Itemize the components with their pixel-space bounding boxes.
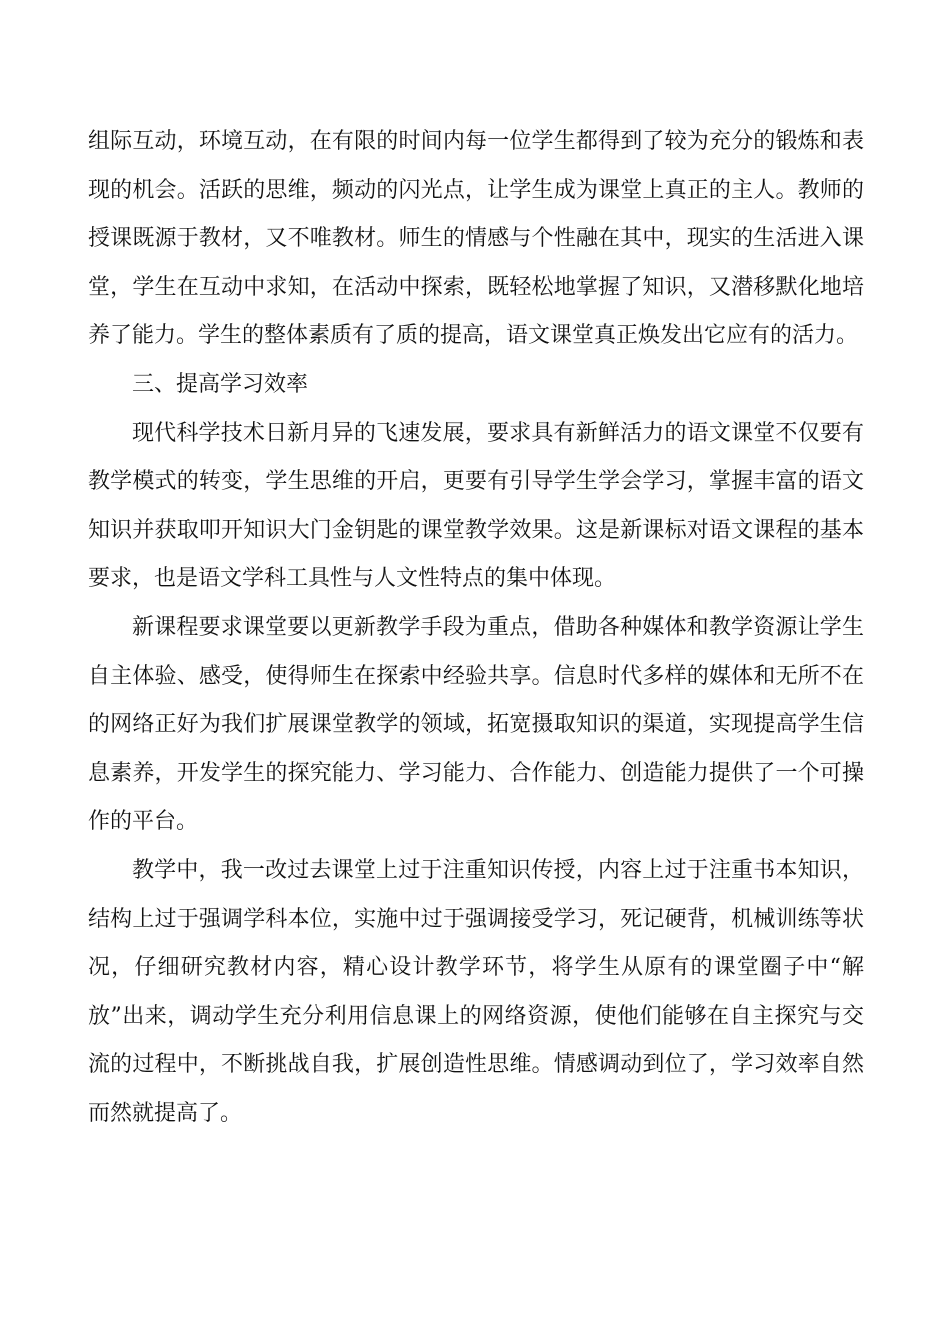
paragraph: 现代科学技术日新月异的飞速发展，要求具有新鲜活力的语文课堂不仅要有教学模式的转变，学生思维的开启，更要有引导学生学会学习，掌握丰富的语文知识并获取叩开知识大门金钥匙的课堂教学效果。这是新课标对语文课程的基本要求，也是语文学科工具性与人文性特点的集中体现。 [88, 420, 864, 592]
document-body [88, 118, 864, 1138]
paragraph: 新课程要求课堂要以更新教学手段为重点，借助各种媒体和教学资源让学生自主体验、感受，使得师生在探索中经验共享。信息时代多样的媒体和无所不在的网络正好为我们扩展课堂教学的领域，拓宽摄取知识的渠道，实现提高学生信息素养，开发学生的探究能力、学习能力、合作能力、创造能力提供了一个可操作的平台。 [88, 614, 864, 835]
paragraph: 教学中，我一改过去课堂上过于注重知识传授，内容上过于注重书本知识，结构上过于强调学科本位，实施中过于强调接受学习，死记硬背，机械训练等状况，仔细研究教材内容，精心设计教学环节，将学生从原有的课堂圈子中“解放”出来，调动学生充分利用信息课上的网络资源，使他们能够在自主探究与交流的过程中，不断挑战自我，扩展创造性思维。情感调动到位了，学习效率自然而然就提高了。 [88, 857, 864, 1126]
paragraph-continuation: 组际互动，环境互动，在有限的时间内每一位学生都得到了较为充分的锻炼和表现的机会。活跃的思维，频动的闪光点，让学生成为课堂上真正的主人。教师的授课既源于教材，又不唯教材。师生的情感与个性融在其中，现实的生活进入课堂，学生在互动中求知，在活动中探索，既轻松地掌握了知识，又潜移默化地培养了能力。学生的整体素质有了质的提高，语文课堂真正焕发出它应有的活力。 [88, 129, 864, 349]
section-heading: 三、提高学习效率 [132, 371, 309, 397]
